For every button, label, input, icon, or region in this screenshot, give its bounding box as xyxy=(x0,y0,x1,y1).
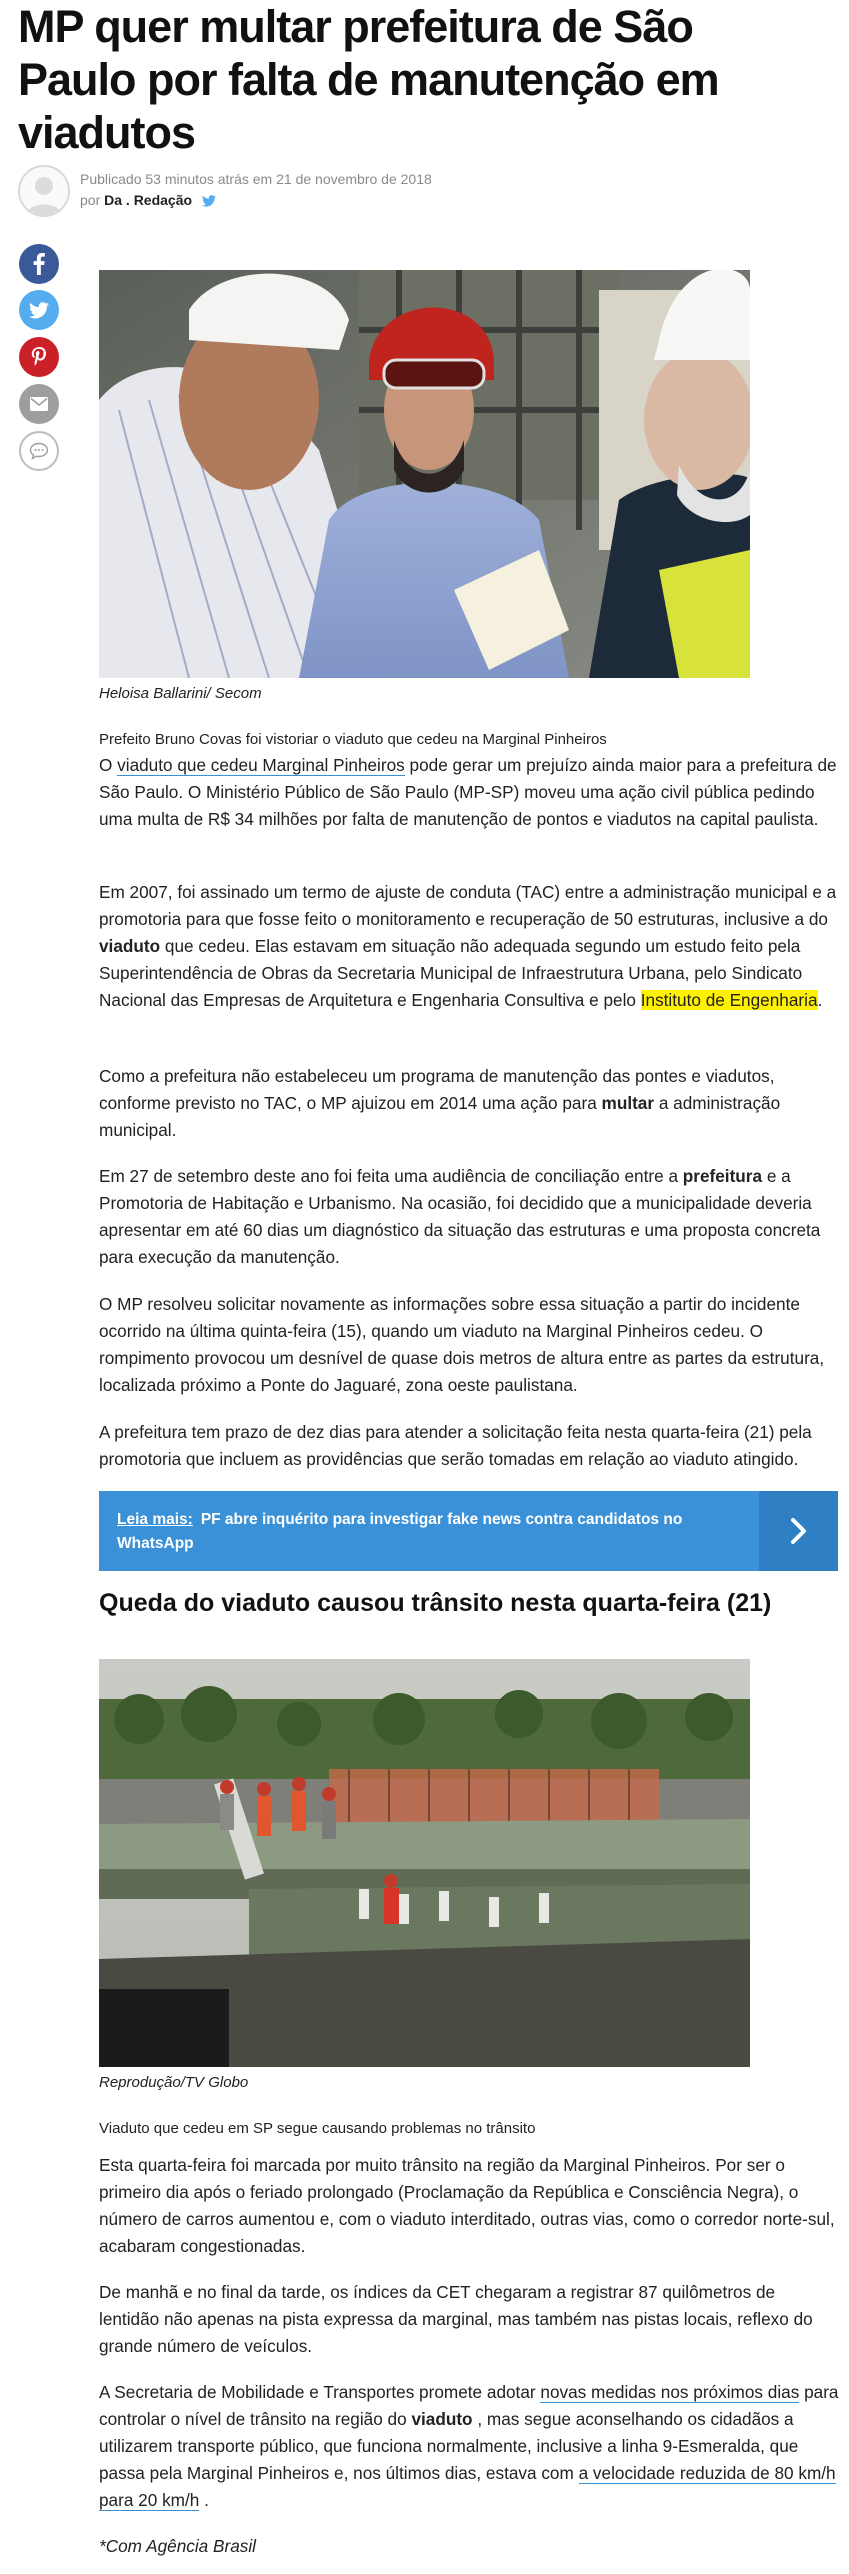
p9-b: para controlar o nível de trânsito na região do xyxy=(99,2382,839,2429)
pinterest-share-button[interactable] xyxy=(19,337,59,377)
pinterest-icon xyxy=(31,347,47,367)
chevron-right-icon xyxy=(790,1517,808,1545)
photo2-credit: Reprodução/TV Globo xyxy=(99,2074,249,2091)
article-photo-inspection[interactable] xyxy=(99,270,750,678)
p9-c: , mas segue aconselhando os cidadãos a utilizarem transporte público, que funciona normalmente, inclusive a linha 9-Esmeralda, que passa pela Marginal Pinheiros e, nos últimos dias, estava com xyxy=(99,2409,799,2483)
byline xyxy=(18,165,718,217)
p1-rest: pode gerar um prejuízo ainda maior para a prefeitura de São Paulo. O Ministério Público de São Paulo (MP-SP) moveu uma ação civil pública pedindo uma multa de R$ 34 milhões por falta de manutenção de pontos e viadutos na capital paulista. xyxy=(99,755,837,829)
p2-b: que cedeu. Elas estavam em situação não adequada segundo um estudo feito pela Superintendência de Obras da Secretaria Municipal de Infraestrutura Urbana, pelo Sindicato Nacional das Empresas de Arquitetura e Engenharia Consultiva e pelo xyxy=(99,936,803,1010)
article-photo-viaduct[interactable] xyxy=(99,1659,750,2067)
paragraph-4 xyxy=(99,1163,839,1271)
p4-b: e a Promotoria de Habitação e Urbanismo. Na ocasião, foi decidido que a municipalidade deveria apresentar em até 60 dias um diagnóstico da situação das estruturas e uma proposta concreta para execução da manutenção. xyxy=(99,1166,821,1267)
p1-lead: O xyxy=(99,755,118,775)
p3-bold: multar xyxy=(601,1093,655,1113)
paragraph-9 xyxy=(99,2379,839,2514)
photo2-caption: Viaduto que cedeu em SP segue causando problemas no trânsito xyxy=(99,2120,536,2137)
section-heading: Queda do viaduto causou trânsito nesta quarta-feira (21) xyxy=(99,1589,772,1617)
article-title: MP quer multar prefeitura de São Paulo por falta de manutenção em viadutos xyxy=(18,1,719,158)
paragraph-2 xyxy=(99,879,839,1014)
photo-caption: Prefeito Bruno Covas foi vistoriar o viaduto que cedeu na Marginal Pinheiros xyxy=(99,731,607,748)
comment-icon xyxy=(29,442,49,460)
p9-bold: viaduto xyxy=(411,2409,473,2429)
paragraph-3 xyxy=(99,1063,839,1144)
paragraph-7: Esta quarta-feira foi marcada por muito trânsito na região da Marginal Pinheiros. Por ser o primeiro dia após o feriado prolongado (Proclamação da República e Consciência Negra), o número de carros aumentou e, com o viaduto interditado, outras vias, como o corredor norte-sul, acabaram congestionadas. xyxy=(99,2155,835,2256)
p2-a: Em 2007, foi assinado um termo de ajuste de conduta (TAC) entre a administração municipal e a promotoria para que fosse feito o monitoramento e recuperação de 50 estruturas, inclusive a do xyxy=(99,882,837,929)
facebook-icon xyxy=(32,253,46,275)
comment-button[interactable] xyxy=(19,431,59,471)
link-novas-medidas[interactable]: novas medidas nos próximos dias xyxy=(540,2382,800,2402)
highlight-instituto-engenharia[interactable]: Instituto de Engenharia xyxy=(640,990,818,1010)
email-share-button[interactable] xyxy=(19,384,59,424)
read-more-headline: PF abre inquérito para investigar fake news contra candidatos no WhatsApp xyxy=(117,1511,683,1552)
paragraph-1 xyxy=(99,752,839,833)
facebook-share-button[interactable] xyxy=(19,244,59,284)
read-more-banner[interactable] xyxy=(99,1491,838,1571)
paragraph-8: De manhã e no final da tarde, os índices da CET chegaram a registrar 87 quilômetros de lentidão não apenas na pista expressa da marginal, mas também nas pistas locais, reflexo do grande número de veículos. xyxy=(99,2282,813,2356)
p4-bold: prefeitura xyxy=(682,1166,763,1186)
twitter-share-button[interactable] xyxy=(19,290,59,330)
publish-date: Publicado 53 minutos atrás em 21 de novembro de 2018 xyxy=(80,171,432,187)
author-prefix: por xyxy=(80,192,101,208)
author-twitter-icon[interactable] xyxy=(202,194,216,210)
email-icon xyxy=(30,397,48,411)
source-credit: *Com Agência Brasil xyxy=(99,2536,256,2556)
author-line xyxy=(80,192,216,210)
p9-d: . xyxy=(199,2490,209,2510)
p2-c: . xyxy=(817,990,823,1010)
user-silhouette-icon xyxy=(20,167,68,215)
link-viaduto-cedeu[interactable]: viaduto que cedeu Marginal Pinheiros xyxy=(117,755,405,775)
photo-mayor-inspection xyxy=(99,270,750,678)
paragraph-6: A prefeitura tem prazo de dez dias para atender a solicitação feita nesta quarta-feira (21) pela promotoria que incluem as providências que serão tomadas em relação ao viaduto atingido. xyxy=(99,1422,812,1469)
photo-credit: Heloisa Ballarini/ Secom xyxy=(99,685,262,702)
photo-collapsed-viaduct xyxy=(99,1659,750,2067)
author-avatar[interactable] xyxy=(18,165,70,217)
twitter-icon xyxy=(29,302,49,319)
read-more-arrow-button[interactable] xyxy=(759,1491,838,1571)
author-name[interactable]: Da . Redação xyxy=(104,192,193,208)
p3-a: Como a prefeitura não estabeleceu um programa de manutenção das pontes e viadutos, conforme previsto no TAC, o MP ajuizou em 2014 uma ação para xyxy=(99,1066,775,1113)
p2-bold: viaduto xyxy=(99,936,161,956)
link-velocidade-reduzida[interactable]: a velocidade reduzida de 80 km/h para 20 km/h xyxy=(99,2463,836,2510)
paragraph-5: O MP resolveu solicitar novamente as informações sobre essa situação a partir do incidente ocorrido na última quinta-feira (15), quando um viaduto na Marginal Pinheiros cedeu. O rompimento provocou um desnível de quase dois metros de altura entre as partes da estrutura, localizada próximo a Ponte do Jaguaré, zona oeste paulistana. xyxy=(99,1294,825,1395)
p3-b: a administração municipal. xyxy=(99,1093,781,1140)
read-more-text[interactable] xyxy=(117,1508,737,1556)
read-more-label: Leia mais: xyxy=(117,1511,193,1528)
p4-a: Em 27 de setembro deste ano foi feita uma audiência de conciliação entre a xyxy=(99,1166,683,1186)
p9-a: A Secretaria de Mobilidade e Transportes promete adotar xyxy=(99,2382,541,2402)
